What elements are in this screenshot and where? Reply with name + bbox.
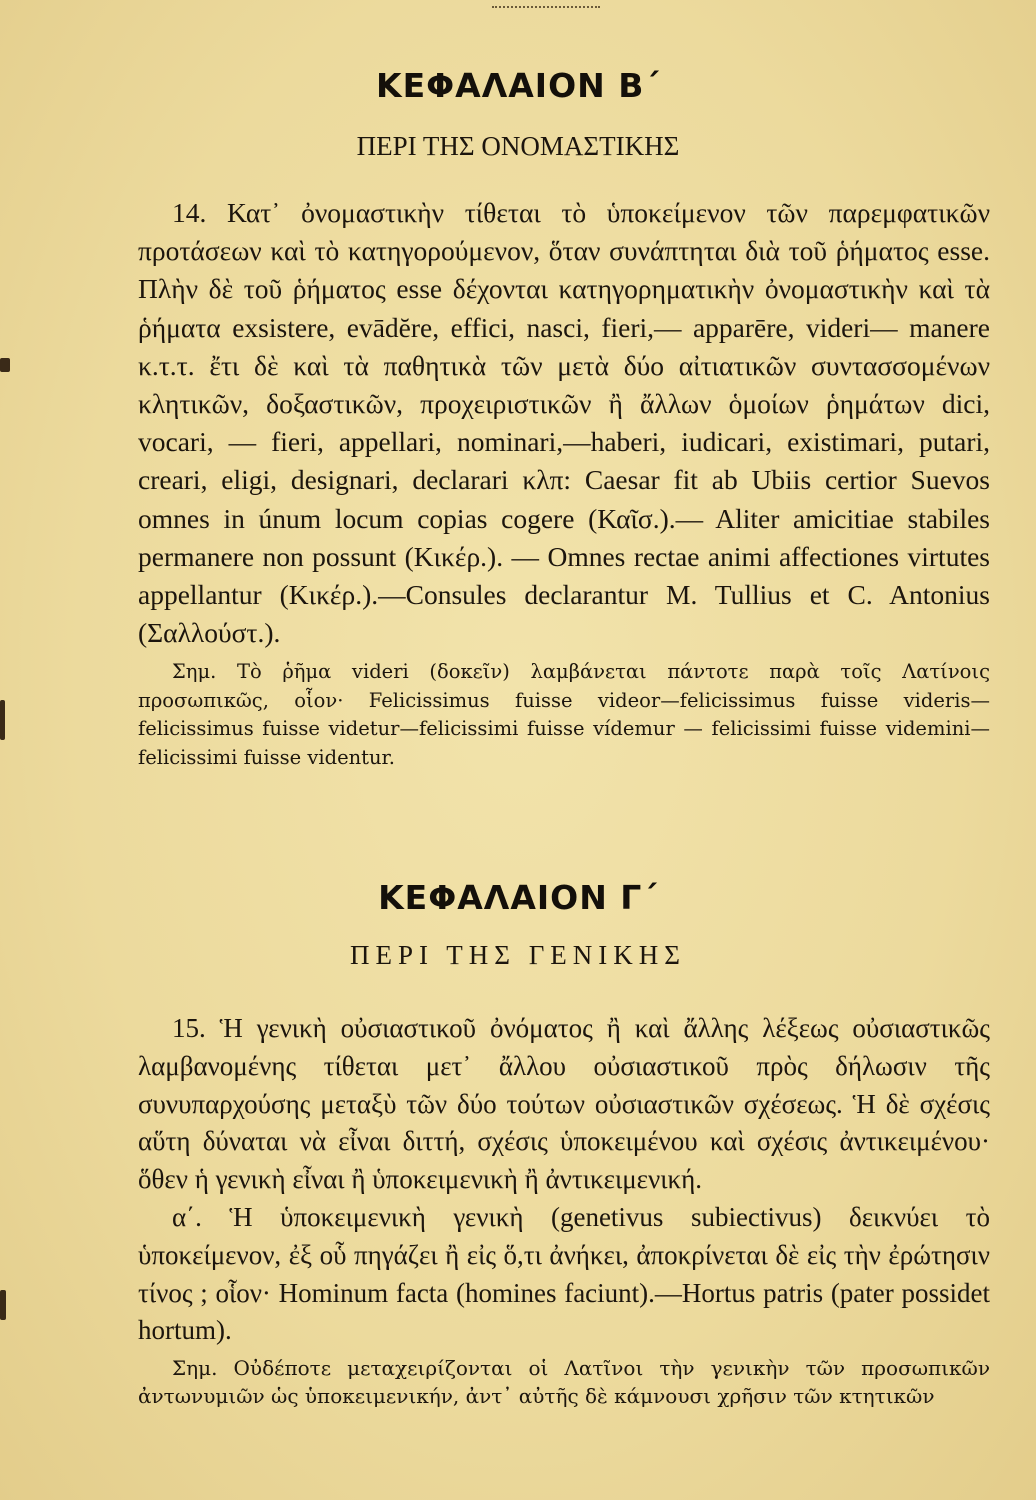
chapter-c-title: ΚΕΦΑΛΑΙΟΝ Γ΄ (378, 878, 658, 917)
margin-mark (0, 358, 10, 372)
chapter-b-body (138, 194, 990, 772)
paragraph-alpha: α΄. Ἡ ὑποκειμενικὴ γενικὴ (genetivus subiectivus) δεικνύει τὸ ὑποκείμενον, ἐξ οὗ πηγάζει ἢ εἰς ὅ,τι ἀνήκει, ἀποκρίνεται δὲ εἰς τὴν ἐρώτησιν τίνος ; οἷον· Hominum facta (homines faciunt).—Hortus patris (pater possidet hortum). (138, 1201, 990, 1346)
margin-mark (0, 1290, 6, 1320)
margin-mark (0, 700, 5, 740)
chapter-b-subtitle: ΠΕΡΙ ΤΗΣ ΟΝΟΜΑΣΤΙΚΗΣ (356, 131, 680, 161)
paragraph-15: 15. Ἡ γενικὴ οὐσιαστικοῦ ὀνόματος ἢ καὶ ἄλλης λέξεως οὐσιαστικῶς λαμβανομένης τίθεται μετ᾽ ἄλλου οὐσιαστικοῦ πρὸς δήλωσιν τῆς συνυπαρχούσης μεταξὺ τῶν δύο τούτων οὐσιαστικῶν σχέσεως. Ἡ δὲ σχέσις αὕτη δύναται νὰ εἶναι διττή, σχέσις ὑποκειμένου καὶ σχέσις ἀντικειμένου· ὅθεν ἡ γενικὴ εἶναι ἢ ὑποκειμενικὴ ἢ ἀντικειμενική. (138, 1013, 990, 1195)
chapter-b-title: ΚΕΦΑΛΑΙΟΝ Β΄ (376, 66, 660, 105)
paragraph-14: 14. Κατ᾽ ὀνομαστικὴν τίθεται τὸ ὑποκείμενον τῶν παρεμφατικῶν προτάσεων καὶ τὸ κατηγορούμενον, ὅταν συνάπτηται διὰ τοῦ ῥήματος esse. Πλὴν δὲ τοῦ ῥήματος esse δέχονται κατηγορηματικὴν ὀνομαστικὴν καὶ τὰ ῥήματα exsistere, evādĕre, effici, nasci, fieri,— apparēre, videri— manere κ.τ.τ. ἔτι δὲ καὶ τὰ παθητικὰ τῶν μετὰ δύο αἰτιατικῶν συντασσομένων κλητικῶν, δοξαστικῶν, προχειριστικῶν ἢ ἄλλων ὁμοίων ῥημάτων dici, vocari, — fieri, appellari, nominari,—haberi, iudicari, existimari, putari, creari, eligi, designari, declarari κλπ: Caesar fit ab Ubiis certior Suevos omnes in únum locum copias cogere (Καῖσ.).— Aliter amicitiae stabiles permanere non possunt (Κικέρ.). — Omnes rectae animi affectiones virtutes appellantur (Κικέρ.).—Consules declarantur M. Tullius et C. Antonius (Σαλλούστ.). (138, 197, 990, 649)
chapter-c-subtitle: ΠΕΡΙ ΤΗΣ ΓΕΝΙΚΗΣ (349, 940, 687, 970)
note-videri: Σημ. Τὸ ῥῆμα videri (δοκεῖν) λαμβάνεται πάντοτε παρὰ τοῖς Λατίνοις προσωπικῶς, οἷον· Felicissimus fuisse videor—felicissimus fuisse videris—felicissimus fuisse videtur—felicissimi fuisse vídemur — felicissimi fuisse videmini—felicissimi fuisse videntur. (138, 660, 990, 769)
note-genitive: Σημ. Οὐδέποτε μεταχειρίζονται οἱ Λατῖνοι τὴν γενικὴν τῶν προσωπικῶν ἀντωνυμιῶν ὡς ὑποκειμενικήν, ἀντ᾽ αὐτῆς δὲ κάμνουσι χρῆσιν τῶν κτητικῶν (138, 1356, 990, 1409)
top-dotted-rule (492, 6, 600, 8)
chapter-c-body (138, 1010, 990, 1410)
